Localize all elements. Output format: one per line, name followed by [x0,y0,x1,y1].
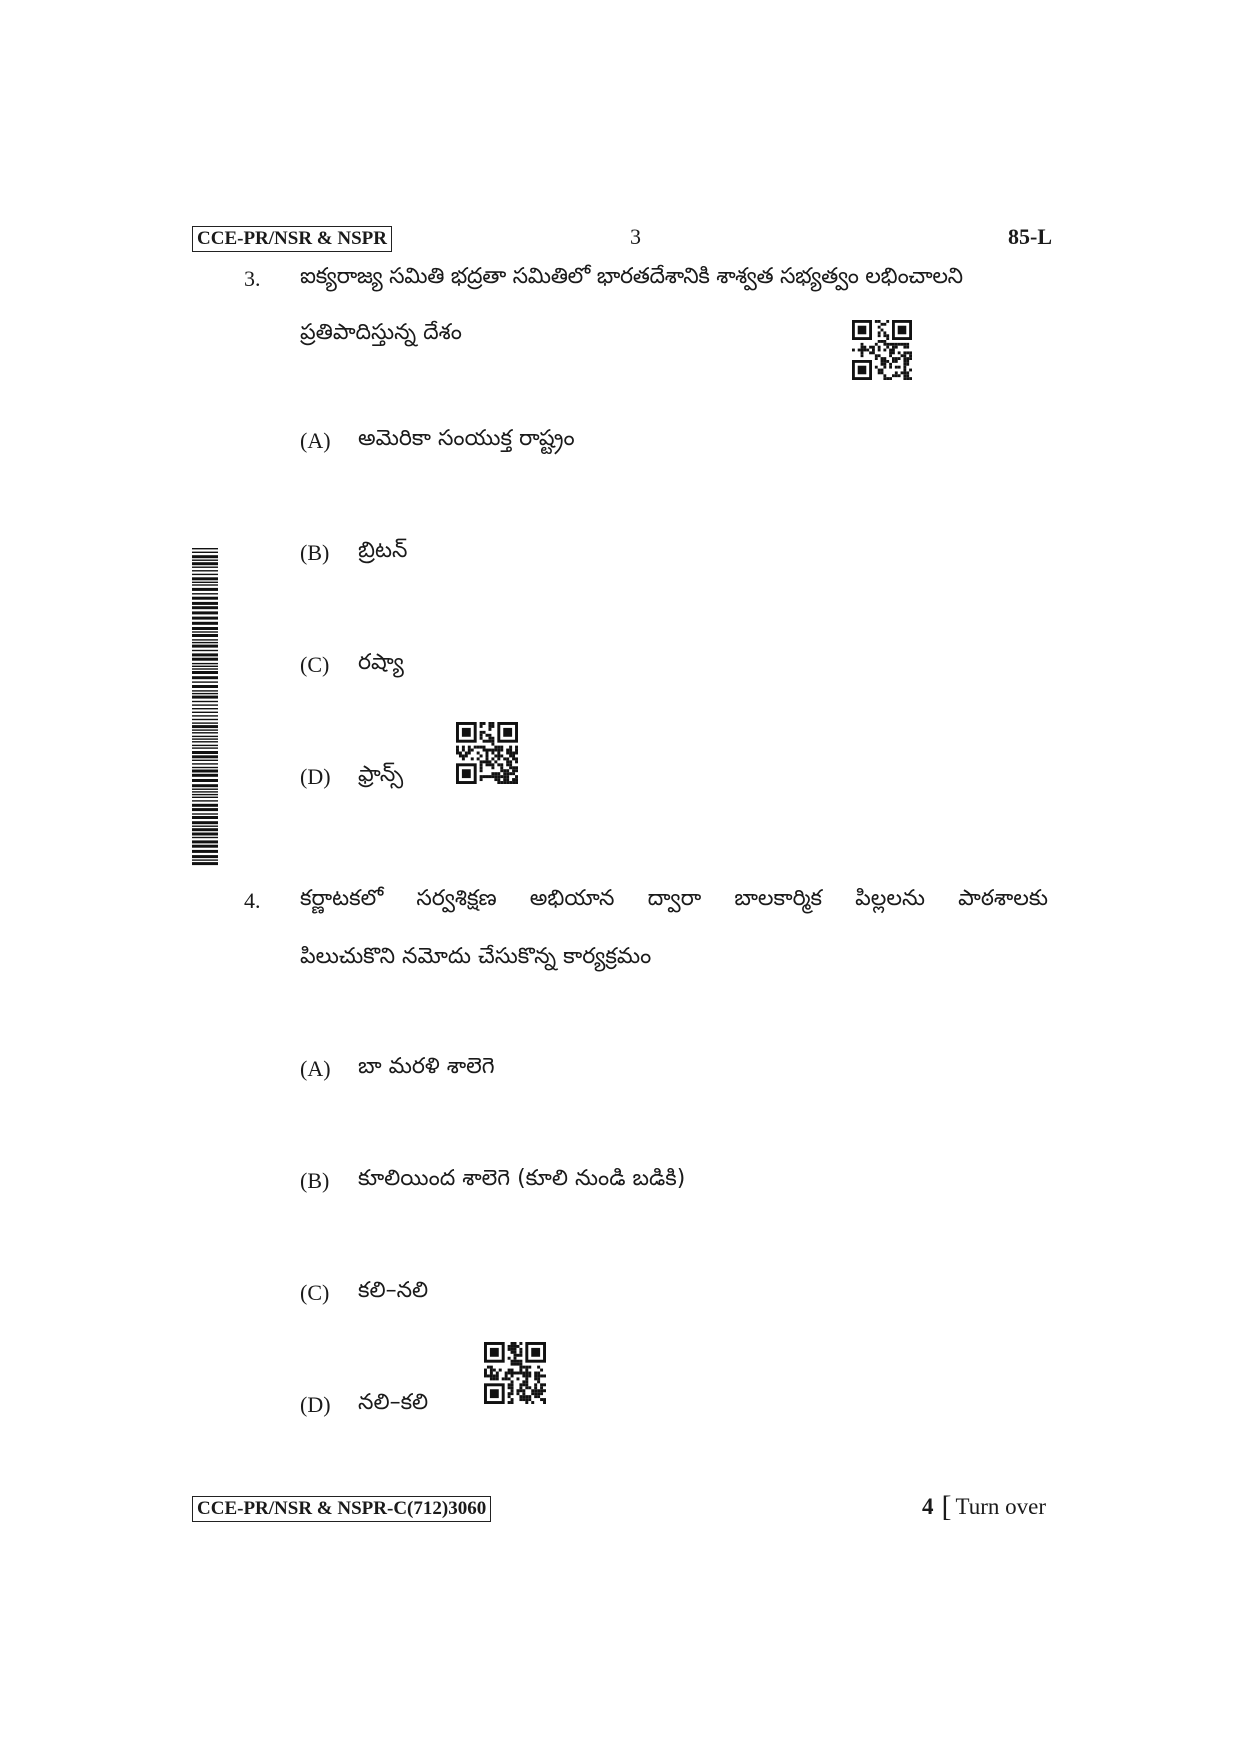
bracket-glyph: [ [941,1490,952,1523]
option-label: (B) [300,540,330,565]
qr-code [852,320,912,380]
header-code-box: CCE-PR/NSR & NSPR [192,226,392,252]
turn-over-indicator [922,1490,1046,1524]
question-number: 4. [244,888,261,913]
option-text: కూలియింద శాలెగె (కూలి నుండి బడికి) [358,1166,686,1191]
option-label: (C) [300,652,330,677]
question-text-line: ప్రతిపాదిస్తున్న దేశం [300,320,462,345]
qr-code [484,1342,546,1404]
option-text: రష్యా [358,650,404,675]
option-text: ఫ్రాన్స్ [358,762,404,787]
page-number: 3 [630,224,641,249]
option-text: అమెరికా సంయుక్త రాష్ట్రం [358,426,575,451]
option-label: (B) [300,1168,330,1193]
next-page-number: 4 [921,1494,934,1519]
option-label: (D) [300,764,331,789]
barcode-vertical [192,548,218,868]
option-text: కలి–నలి [358,1278,429,1303]
option-label: (A) [300,1056,331,1081]
option-label: (A) [300,428,331,453]
turn-over-text: Turn over [955,1494,1046,1519]
question-text-line: పిలుచుకొని నమోదు చేసుకొన్న కార్యక్రమం [300,944,652,969]
footer-code-box: CCE-PR/NSR & NSPR-C(712)3060 [192,1496,491,1522]
option-text: బా మరళి శాలెగె [358,1054,495,1079]
question-number: 3. [244,266,261,291]
qr-code [456,722,518,784]
option-label: (C) [300,1280,330,1305]
option-text: నలి–కలి [358,1390,429,1415]
paper-code: 85-L [1008,224,1052,249]
question-text-line: కర్ణాటకలో సర్వశిక్షణ అభియాన ద్వారా బాలకార్మిక పిల్లలను పాఠశాలకు [300,886,1048,911]
option-text: బ్రిటన్ [358,538,408,563]
option-label: (D) [300,1392,331,1417]
question-text-line: ఐక్యరాజ్య సమితి భద్రతా సమితిలో భారతదేశానికి శాశ్వత సభ్యత్వం లభించాలని [300,264,963,289]
